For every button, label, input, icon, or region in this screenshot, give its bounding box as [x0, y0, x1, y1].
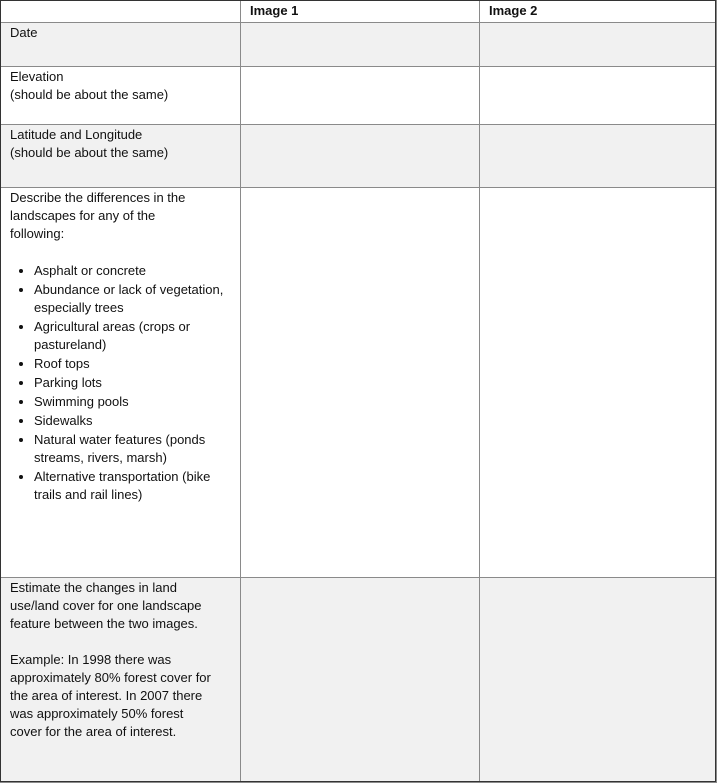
- date-label: Date: [1, 23, 241, 67]
- example-line: was approximately 50% forest: [10, 706, 184, 721]
- differences-label: [1, 188, 241, 578]
- estimate-image-1-cell[interactable]: [241, 578, 480, 783]
- differences-image-1-cell[interactable]: [241, 188, 480, 578]
- estimate-label: [1, 578, 241, 783]
- example-line: the area of interest. In 2007 there: [10, 688, 203, 703]
- list-item: • Asphalt or concrete: [34, 262, 231, 280]
- list-item: • Parking lots: [34, 374, 231, 392]
- latlong-image-2-cell[interactable]: [480, 125, 717, 188]
- elevation-note: (should be about the same): [10, 87, 169, 102]
- latlong-image-1-cell[interactable]: [241, 125, 480, 188]
- example-line: approximately 80% forest cover for: [10, 670, 211, 685]
- estimate-image-2-cell[interactable]: [480, 578, 717, 783]
- example-line: Example: In 1998 there was: [10, 652, 172, 667]
- list-item: • Sidewalks: [34, 412, 231, 430]
- list-item: • Natural water features (ponds streams, rivers, marsh): [34, 431, 231, 467]
- estimate-line: Estimate the changes in land: [10, 580, 177, 595]
- estimate-line: use/land cover for one landscape: [10, 598, 202, 613]
- list-item: • Agricultural areas (crops or pastureland): [34, 318, 231, 354]
- header-image-2: Image 2: [480, 1, 717, 23]
- differences-row: [1, 188, 717, 578]
- example-line: cover for the area of interest.: [10, 724, 177, 739]
- estimate-line: feature between the two images.: [10, 616, 198, 631]
- differences-intro-line: following:: [10, 226, 65, 241]
- elevation-label: [1, 67, 241, 125]
- date-image-1-cell[interactable]: [241, 23, 480, 67]
- header-row: [1, 1, 717, 23]
- list-item: • Abundance or lack of vegetation, especially trees: [34, 281, 231, 317]
- elevation-row: [1, 67, 717, 125]
- elevation-title: Elevation: [10, 69, 64, 84]
- header-empty-cell: [1, 1, 241, 23]
- latlong-label: [1, 125, 241, 188]
- list-item: • Alternative transportation (bike trails and rail lines): [34, 468, 231, 504]
- differences-intro-line: Describe the differences in the: [10, 190, 186, 205]
- differences-image-2-cell[interactable]: [480, 188, 717, 578]
- estimate-row: [1, 578, 717, 783]
- list-item: • Roof tops: [34, 355, 231, 373]
- differences-intro-line: landscapes for any of the: [10, 208, 156, 223]
- landscape-features-list: [10, 262, 231, 504]
- list-item: • Swimming pools: [34, 393, 231, 411]
- latlong-title: Latitude and Longitude: [10, 127, 143, 142]
- latlong-row: [1, 125, 717, 188]
- date-image-2-cell[interactable]: [480, 23, 717, 67]
- date-row: [1, 23, 717, 67]
- elevation-image-2-cell[interactable]: [480, 67, 717, 125]
- latlong-note: (should be about the same): [10, 145, 169, 160]
- header-image-1: Image 1: [241, 1, 480, 23]
- elevation-image-1-cell[interactable]: [241, 67, 480, 125]
